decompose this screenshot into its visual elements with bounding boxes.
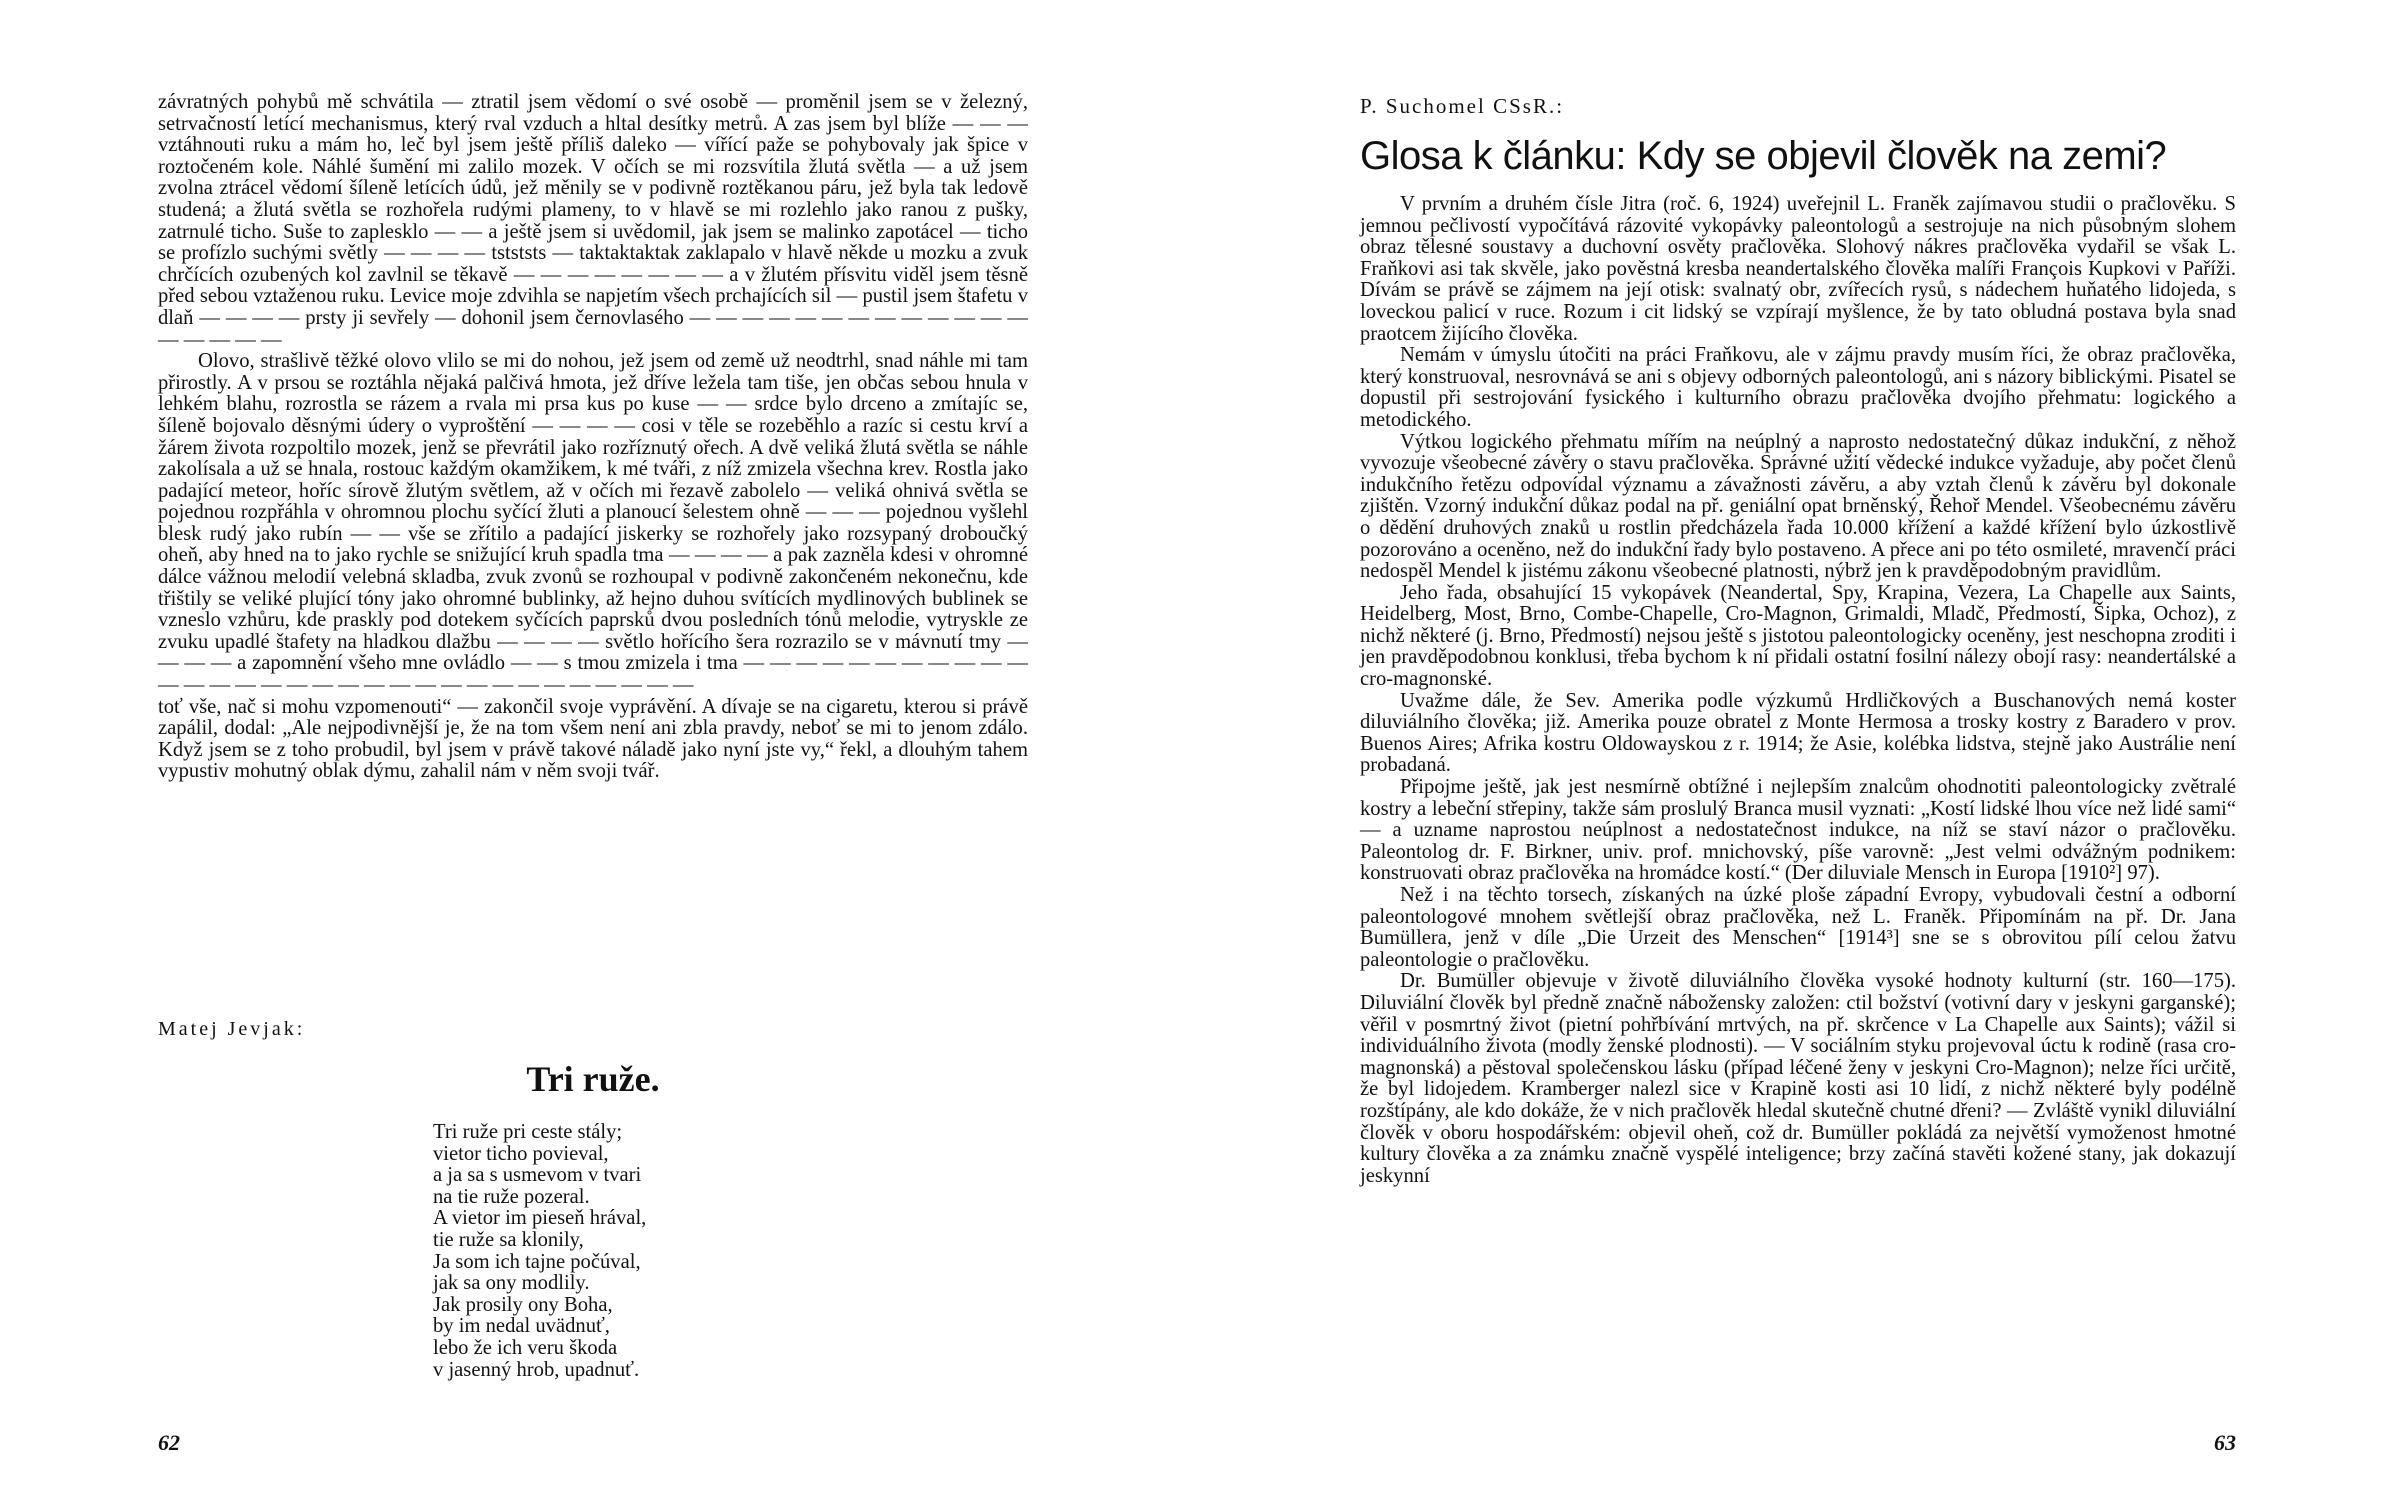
story-paragraph: Olovo, strašlivě těžké olovo vlilo se mi do nohou, jež jsem od země už neodtrhl, snad náhle mi tam přirostly. A v prsou se roztáhla nějaká palčivá hmota, jež dříve ležela tam tiše, jen občas sebou hnula v lehkém blahu, rozrostla se rázem a rvala mi prsa kus po kuse — — srdce bylo drceno a zmítajíc se, šíleně bojovalo děsnými údery o vyproštění — — — — cosi v těle se rozeběhlo a razíc si cestu krví a žárem života rozpoltilo mozek, jenž se převrátil jako rozříznutý ořech. A dvě veliká žlutá světla se náhle zakolísala a už se hnala, rostouc každým okamžikem, k mé tváři, z níž zmizela všechna krev. Rostla jako padající meteor, hoříc sírově žlutým světlem, až v očích mi řezavě zabolelo — veliká ohnivá světla se pojednou rozpřáhla v ohromnou plochu syčící žluti a planoucí šelestem ohně — — — pojednou vyšlehl blesk rudý jako rubín — — vše se zřítilo a padající jiskerky se rozhořely jako rozsypaný droboučký oheň, aby hned na to jako rychle se snižující kruh spadla tma — — — — a pak zazněla kdesi v ohromné dálce vážnou melodií velebná skladba, zvuk zvonů se rozhoupal v podivně zakončeném nekonečnu, kde třištily se veliké plující tóny jako ohromné bublinky, až hejno duhou svítících mydlinových bublinek se vzneslo vzhůru, kde praskly pod dotekem syčících paprsků dvou posledních tónů melodie, vytryskle ze zvuku upadlé štafety na hladkou dlažbu — — — — světlo hořícího šera rozrazilo se v mávnutí tmy — — — — a zapomnění všeho mne ovládlo — — s tmou zmizela i tma — — — — — — — — — — — — — — — — — — — — — — — — — — — — — — — — xyxy=(158,350,1028,697)
poem-line: jak sa ony modlily. xyxy=(433,1272,590,1295)
story-body xyxy=(158,92,1028,783)
article-paragraph: V prvním a druhém čísle Jitra (roč. 6, 1924) uveřejnil L. Franěk zajímavou studii o pračlověku. S jemnou pečlivostí vypočítává rázovité vykopávky paleontologů a sestrojuje na nich působným slohem obraz tělesné soustavy a duchovní osvěty pračlověka. Slohový nákres pračlověka vydařil se však L. Fraňkovi asi tak skvěle, jako pověstná kresba neandertalského člověka malíři François Kupkovi v Paříži. Dívám se právě se zájmem na její otisk: svalnatý obr, zvířecích rysů, s nádechem huňatého lidojeda, s loveckou palicí v ruce. Rozum i cit lidský se vzpírají myšlence, že by tato obludná postava byla snad praotcem žijícího člověka. xyxy=(1360,193,2236,345)
poem-line: Ja som ich tajne počúval, xyxy=(433,1250,641,1273)
poem-line: Tri ruže pri ceste stály; xyxy=(433,1121,623,1143)
page-number: 62 xyxy=(158,1430,180,1455)
poem xyxy=(433,1122,646,1381)
article-author: P. Suchomel CSsR.: xyxy=(1360,94,1565,118)
article-paragraph: Nemám v úmyslu útočiti na práci Fraňkovu, ale v zájmu pravdy musím říci, že obraz pračlověka, který konstruoval, nesrovnává se ani s objevy odborných paleontologů, ani s názory biblickými. Pisatel se dopustil při sestrojování fysického i kulturního obrazu pračlověka dvojího přehmatu: logického a metodického. xyxy=(1360,344,2236,431)
article-paragraph: Uvažme dále, že Sev. Amerika podle výzkumů Hrdličkových a Buschanových nemá koster diluviálního člověka; již. Amerika pouze obratel z Monte Hermosa a trosky kostry z Baradero v prov. Buenos Aires; Afrika kostru Oldowayskou z r. 1914; že Asie, kolébka lidstva, stejně jako Austrálie není probadaná. xyxy=(1360,689,2236,777)
poem-line: lebo že ich veru škoda xyxy=(433,1336,618,1359)
right-page xyxy=(1192,0,2384,1500)
story-paragraph: závratných pohybů mě schvátila — ztratil jsem vědomí o své osobě — proměnil jsem se v železný, setrvačností letící mechanismus, který rval vzduch a hltal desítky metrů. A zas jsem byl blíže — — — vztáhnouti ruku a mám ho, leč byl jsem ještě příliš daleko — vířící paže se pohybovaly jak špice v roztočeném kole. Náhlé šumění mi zalilo mozek. V očích se mi rozsvítila žlutá světla — a už jsem zvolna ztrácel vědomí šíleně letících údů, jež měnily se v podivně roztěkanou páru, jež byla tak ledově studená; a žlutá světla se rozhořela rudými plameny, to v hlavě se mi rozlehlo jako ranou z pušky, zatrnulé ticho. Suše to zaplesklo — — a ještě jsem si uvědomil, jak jsem se malinko zapotácel — ticho se profízlo suchými světly — — — — tstststs — taktaktaktak zaklapalo v hlavě někde u mozku a zvuk chrčících ozubených kol zavlnil se těkavě — — — — — — — — a v žlutém přísvitu viděl jsem těsně před sebou vztaženou ruku. Levice moje zdvihla se napjetím všech prchajících sil — pustil jsem štafetu v dlaň — — — — prsty ji sevřely — dohonil jsem černovlasého — — — — — — — — — — — — — — — — — — xyxy=(158,91,1028,351)
page-number: 63 xyxy=(2214,1430,2236,1455)
poem-line: A vietor im pieseň hrával, xyxy=(433,1207,647,1230)
poem-line: v jasenný hrob, upadnuť. xyxy=(433,1358,640,1381)
article-paragraph: Připojme ještě, jak jest nesmírně obtížné i nejlepším znalcům ohodnotiti paleontologicky zvětralé kostry a lebeční střepiny, takže sám proslulý Branca musil vyznati: „Kostí lidské lhou více než lidé sami“ — a uzname naprostou neúplnost a nedostatečnost indukce, na níž se staví názor o pračlověku. Paleontolog dr. F. Birkner, univ. prof. mnichovský, píše varovně: „Jest velmi odvážným podnikem: konstruovati obraz pračlověka na hromádce kostí.“ (Der diluviale Mensch in Europa [1910²] 97). xyxy=(1360,776,2236,885)
story-paragraph: toť vše, nač si mohu vzpomenouti“ — zakončil svoje vyprávění. A dívaje se na cigaretu, kterou si právě zapálil, dodal: „Ale nejpodivnější je, že na tom všem není ani zbla pravdy, neboť se mi to jenom zdálo. Když jsem se z toho probudil, byl jsem v právě takové náladě jako nyní jste vy,“ řekl, a dlouhým tahem vypustiv mohutný oblak dýmu, zahalil nám v něm svoji tvář. xyxy=(158,695,1028,783)
article-paragraph: Výtkou logického přehmatu mířím na neúplný a naprosto nedostatečný důkaz indukční, z něhož vyvozuje všeobecné závěry o stavu pračlověka. Správné užití vědecké indukce vyžaduje, aby počet členů indukčního řetězu odpovídal významu a závažnosti závěru, a aby vztah členů k závěru byl dokonale zjištěn. Vzorný indukční důkaz podal na př. geniální opat brněnský, Řehoř Mendel. Všeobecnému závěru o dědění druhových znaků u rostlin předcházela řada 10.000 křížení a každé křížení bylo úzkostlivě pozorováno a oceněno, než do indukční řady bylo postaveno. A přece ani po této osmileté, mravenčí práci nedospěl Mendel k jistému zákonu všeobecné platnosti, nýbrž jen k pravděpodobným pravidlům. xyxy=(1360,430,2236,583)
poem-line: tie ruže sa klonily, xyxy=(433,1228,584,1251)
article-paragraph: Jeho řada, obsahující 15 vykopávek (Neandertal, Spy, Krapina, Vezera, La Chapelle aux Saints, Heidelberg, Most, Brno, Combe-Chapelle, Cro-Magnon, Grimaldi, Mladč, Předmostí, Šipka, Ochoz), z nichž některé (j. Brno, Předmostí) nejsou ještě s jistotou paleontologicky oceněny, jest neschopna zroditi i jen pravděpodobnou konklusi, třeba bychom k ní přidali ostatní fosilní nálezy obojí rasy: neandertálské a cro-magnonské. xyxy=(1360,581,2236,691)
article-paragraph: Než i na těchto torsech, získaných na úzké ploše západní Evropy, vybudovali čestní a odborní paleontologové mnohem světlejší obraz pračlověka, než L. Franěk. Připomínám na př. Dr. Jana Bumüllera, jenž v díle „Die Urzeit des Menschen“ [1914³] sne se s obrovitou pílí celou žatvu paleontologie o pračlověku. xyxy=(1360,884,2236,971)
article-paragraph: Dr. Bumüller objevuje v životě diluviálního člověka vysoké hodnoty kulturní (str. 160—175). Diluviální člověk byl předně značně nábožensky založen: ctil božství (votivní dary v jeskyni garganské); věřil v posmrtný život (pietní pohřbívání mrtvých, na př. skrčence v La Chapelle aux Saints); vážil si individuálního života (modly ženské plodnosti). — V sociálním styku projevoval úctu k rodině (rasa cro-magnonská) a pěstoval společenskou lásku (případ léčené ženy v jeskyni Cro-Magnon); nelze říci určitě, že byl lidojedem. Kramberger nalezl sice v Krapině kosti asi 10 lidí, z nichž některé byly podélně rozštípány, ale kdo dokáže, že v nich pračlověk hledal skutečně chutné dřeni? — Zvláště vynikl diluviální člověk v oboru hospodářském: objevil oheň, což dr. Bumüller pokládá za největší vymoženost hmotné kultury člověka a za známku značně vyspělé inteligence; brzy začíná stavěti kožené stany, jak dokazují jeskynní xyxy=(1360,970,2236,1187)
article-title: Glosa k článku: Kdy se objevil člověk na zemi? xyxy=(1360,134,2167,178)
poem-author: Matej Jevjak: xyxy=(158,1018,306,1040)
poem-line: Jak prosily ony Boha, xyxy=(433,1293,613,1316)
poem-line: na tie ruže pozeral. xyxy=(433,1185,590,1208)
article-body xyxy=(1360,194,2236,1187)
poem-line: by im nedal uvädnuť, xyxy=(433,1315,610,1338)
poem-line: vietor ticho povieval, xyxy=(433,1142,609,1165)
poem-title: Tri ruže. xyxy=(526,1059,660,1099)
poem-line: a ja sa s usmevom v tvari xyxy=(433,1164,642,1187)
